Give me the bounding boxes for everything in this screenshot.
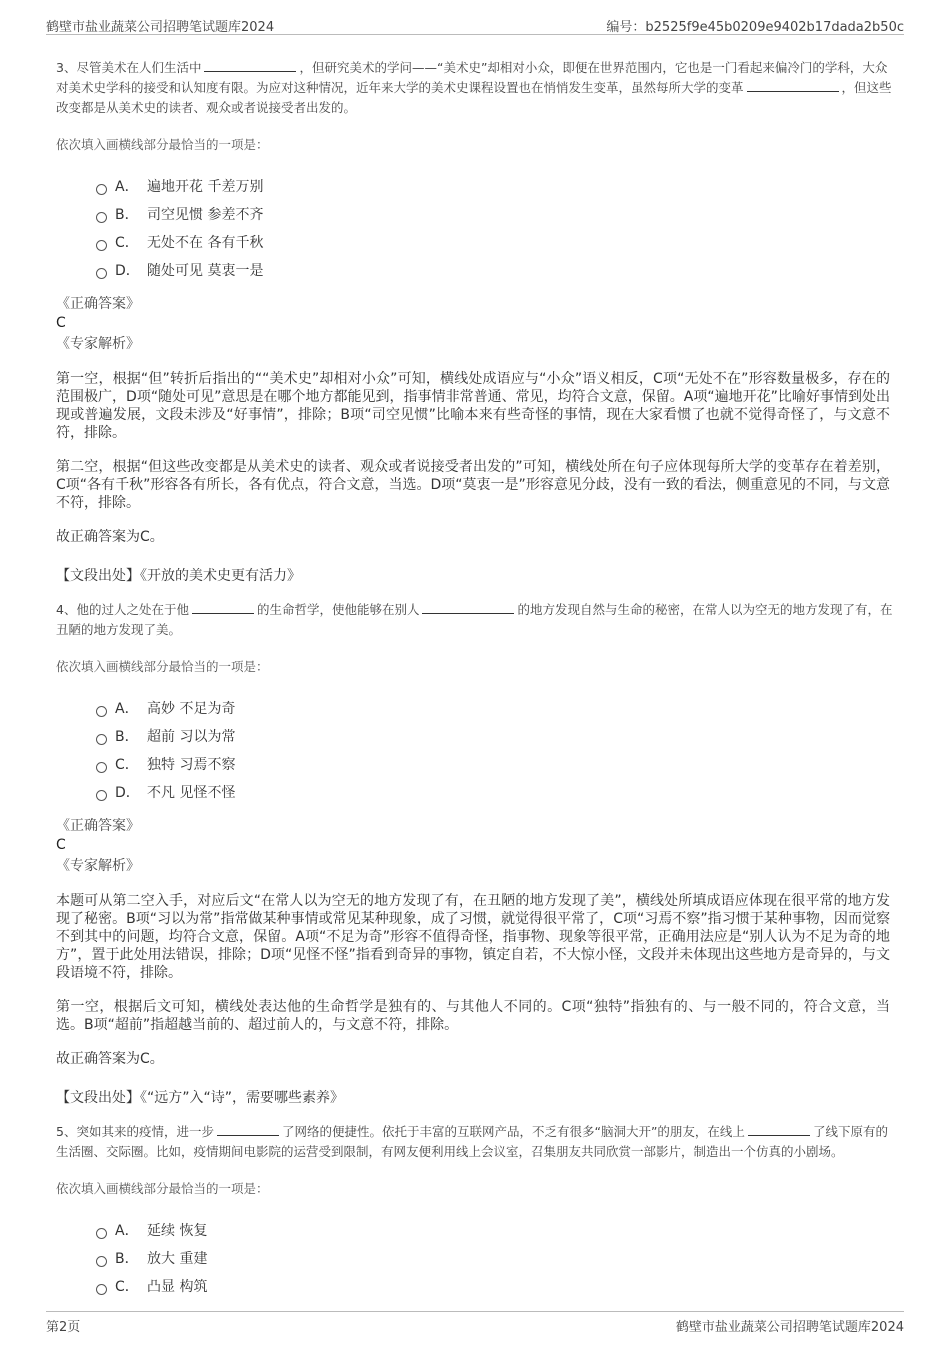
radio-icon[interactable] [96,184,107,195]
radio-icon[interactable] [96,1228,107,1239]
radio-icon[interactable] [96,212,107,223]
option-c[interactable]: C． 独特 习焉不察 [96,750,896,778]
analysis-conclusion: 故正确答案为C。 [56,529,164,545]
question-prompt: 依次填入画横线部分最恰当的一项是： [56,137,269,152]
footer-title: 鹤壁市盐业蔬菜公司招聘笔试题库2024 [675,1320,904,1335]
option-b[interactable]: B． 放大 重建 [96,1244,896,1272]
page-content [56,58,896,1300]
option-a[interactable]: A． 高妙 不足为奇 [96,694,896,722]
option-a[interactable]: A． 延续 恢复 [96,1216,896,1244]
analysis-conclusion: 故正确答案为C。 [56,1051,164,1067]
option-c[interactable]: C． 无处不在 各有千秋 [96,228,896,256]
header-title: 鹤壁市盐业蔬菜公司招聘笔试题库2024 [46,20,275,35]
question-4 [56,600,896,1108]
option-list [96,694,896,806]
answer-label: 《正确答案》 [56,818,140,834]
radio-icon[interactable] [96,734,107,745]
analysis-label: 《专家解析》 [56,858,140,874]
option-d[interactable]: D． 不凡 见怪不怪 [96,778,896,806]
analysis-paragraph: 第一空，根据“但”转折后指出的““美术史”却相对小众”可知，横线处成语应与“小众”语义相反，C项“无处不在”形容数量极多，存在的范围极广，D项“随处可见”意思是在哪个地方都能见到，指事情非常普通、常见，均符合文意，保留。A项“遍地开花”比喻好事情到处出现或普遍发展，文段未涉及“好事情”，排除；B项“司空见惯”比喻本来有些奇怪的事情，现在大家看惯了也就不觉得奇怪了，与文意不符，排除。 [56,371,890,441]
question-prompt: 依次填入画横线部分最恰当的一项是： [56,1181,269,1196]
page-number: 第2页 [46,1320,81,1335]
radio-icon[interactable] [96,1284,107,1295]
radio-icon[interactable] [96,1256,107,1267]
option-d[interactable]: D． 随处可见 莫衷一是 [96,256,896,284]
question-stem: 3、尽管美术在人们生活中 ，但研究美术的学问——“美术史”却相对小众，即便在世界范围内，它也是一门看起来偏冷门的学科，大众对美术史学科的接受和认知度有限。为应对这种情况，近年来大学的美术史课程设置也在悄悄发生变革，虽然每所大学的变革 ，但这些改变都是从美术史的读者、观众或者说接受者出发的。 [56,60,892,115]
option-b[interactable]: B． 超前 习以为常 [96,722,896,750]
option-list [96,1216,896,1300]
analysis-label: 《专家解析》 [56,336,140,352]
radio-icon[interactable] [96,790,107,801]
question-3 [56,58,896,586]
option-a[interactable]: A． 遍地开花 千差万别 [96,172,896,200]
correct-answer: C [56,837,66,853]
answer-blank [422,601,514,614]
header-code: 编号：b2525f9e45b0209e9402b17dada2b50c [606,20,904,35]
analysis-paragraph: 第一空，根据后文可知，横线处表达他的生命哲学是独有的、与其他人不同的。C项“独特”指独有的、与一般不同的，符合文意，当选。B项“超前”指超越当前的、超过前人的，与文意不符，排除。 [56,999,890,1033]
radio-icon[interactable] [96,706,107,717]
answer-blank [748,1123,810,1136]
question-prompt: 依次填入画横线部分最恰当的一项是： [56,659,269,674]
question-5 [56,1122,896,1300]
analysis-paragraph: 第二空，根据“但这些改变都是从美术史的读者、观众或者说接受者出发的”可知，横线处所在句子应体现每所大学的变革存在着差别，C项“各有千秋”形容各有所长，各有优点，符合文意，当选。D项“莫衷一是”形容意见分歧，没有一致的看法，侧重意见的不同，与文意不符，排除。 [56,459,890,511]
answer-label: 《正确答案》 [56,296,140,312]
radio-icon[interactable] [96,268,107,279]
correct-answer: C [56,315,66,331]
question-stem: 5、突如其来的疫情，进一步 了网络的便捷性。依托于丰富的互联网产品，不乏有很多“脑洞大开”的朋友，在线上 了线下原有的生活圈、交际圈。比如，疫情期间电影院的运营受到限制，有网友便利用线上会议室，召集朋友共同欣赏一部影片，制造出一个仿真的小剧场。 [56,1124,888,1159]
analysis-paragraph: 本题可从第二空入手，对应后文“在常人以为空无的地方发现了有，在丑陋的地方发现了美”，横线处所填成语应体现在很平常的地方发现了秘密。B项“习以为常”指常做某种事情或常见某种现象，成了习惯，就觉得很平常了，C项“习焉不察”指习惯于某种事物，因而觉察不到其中的问题，均符合文意，保留。A项“不足为奇”形容不值得奇怪，指事物、现象等很平常，正确用法应是“别人认为不足为奇的地方”，置于此处用法错误，排除；D项“见怪不怪”指看到奇异的事物，镇定自若，不大惊小怪，文段并未体现出这些地方是奇异的，与文段语境不符，排除。 [56,893,890,981]
option-c[interactable]: C． 凸显 构筑 [96,1272,896,1300]
answer-blank [747,79,839,92]
source-citation: 【文段出处】《开放的美术史更有活力》 [56,568,301,584]
option-list [96,172,896,284]
answer-blank [192,601,254,614]
answer-blank [217,1123,279,1136]
answer-blank [204,59,296,72]
radio-icon[interactable] [96,240,107,251]
source-citation: 【文段出处】《“远方”入“诗”，需要哪些素养》 [56,1090,345,1106]
question-stem: 4、他的过人之处在于他 的生命哲学，使他能够在别人 的地方发现自然与生命的秘密，在常人以为空无的地方发现了有，在丑陋的地方发现了美。 [56,602,893,637]
option-b[interactable]: B． 司空见惯 参差不齐 [96,200,896,228]
page-header [46,12,904,35]
radio-icon[interactable] [96,762,107,773]
page-footer [46,1311,904,1334]
